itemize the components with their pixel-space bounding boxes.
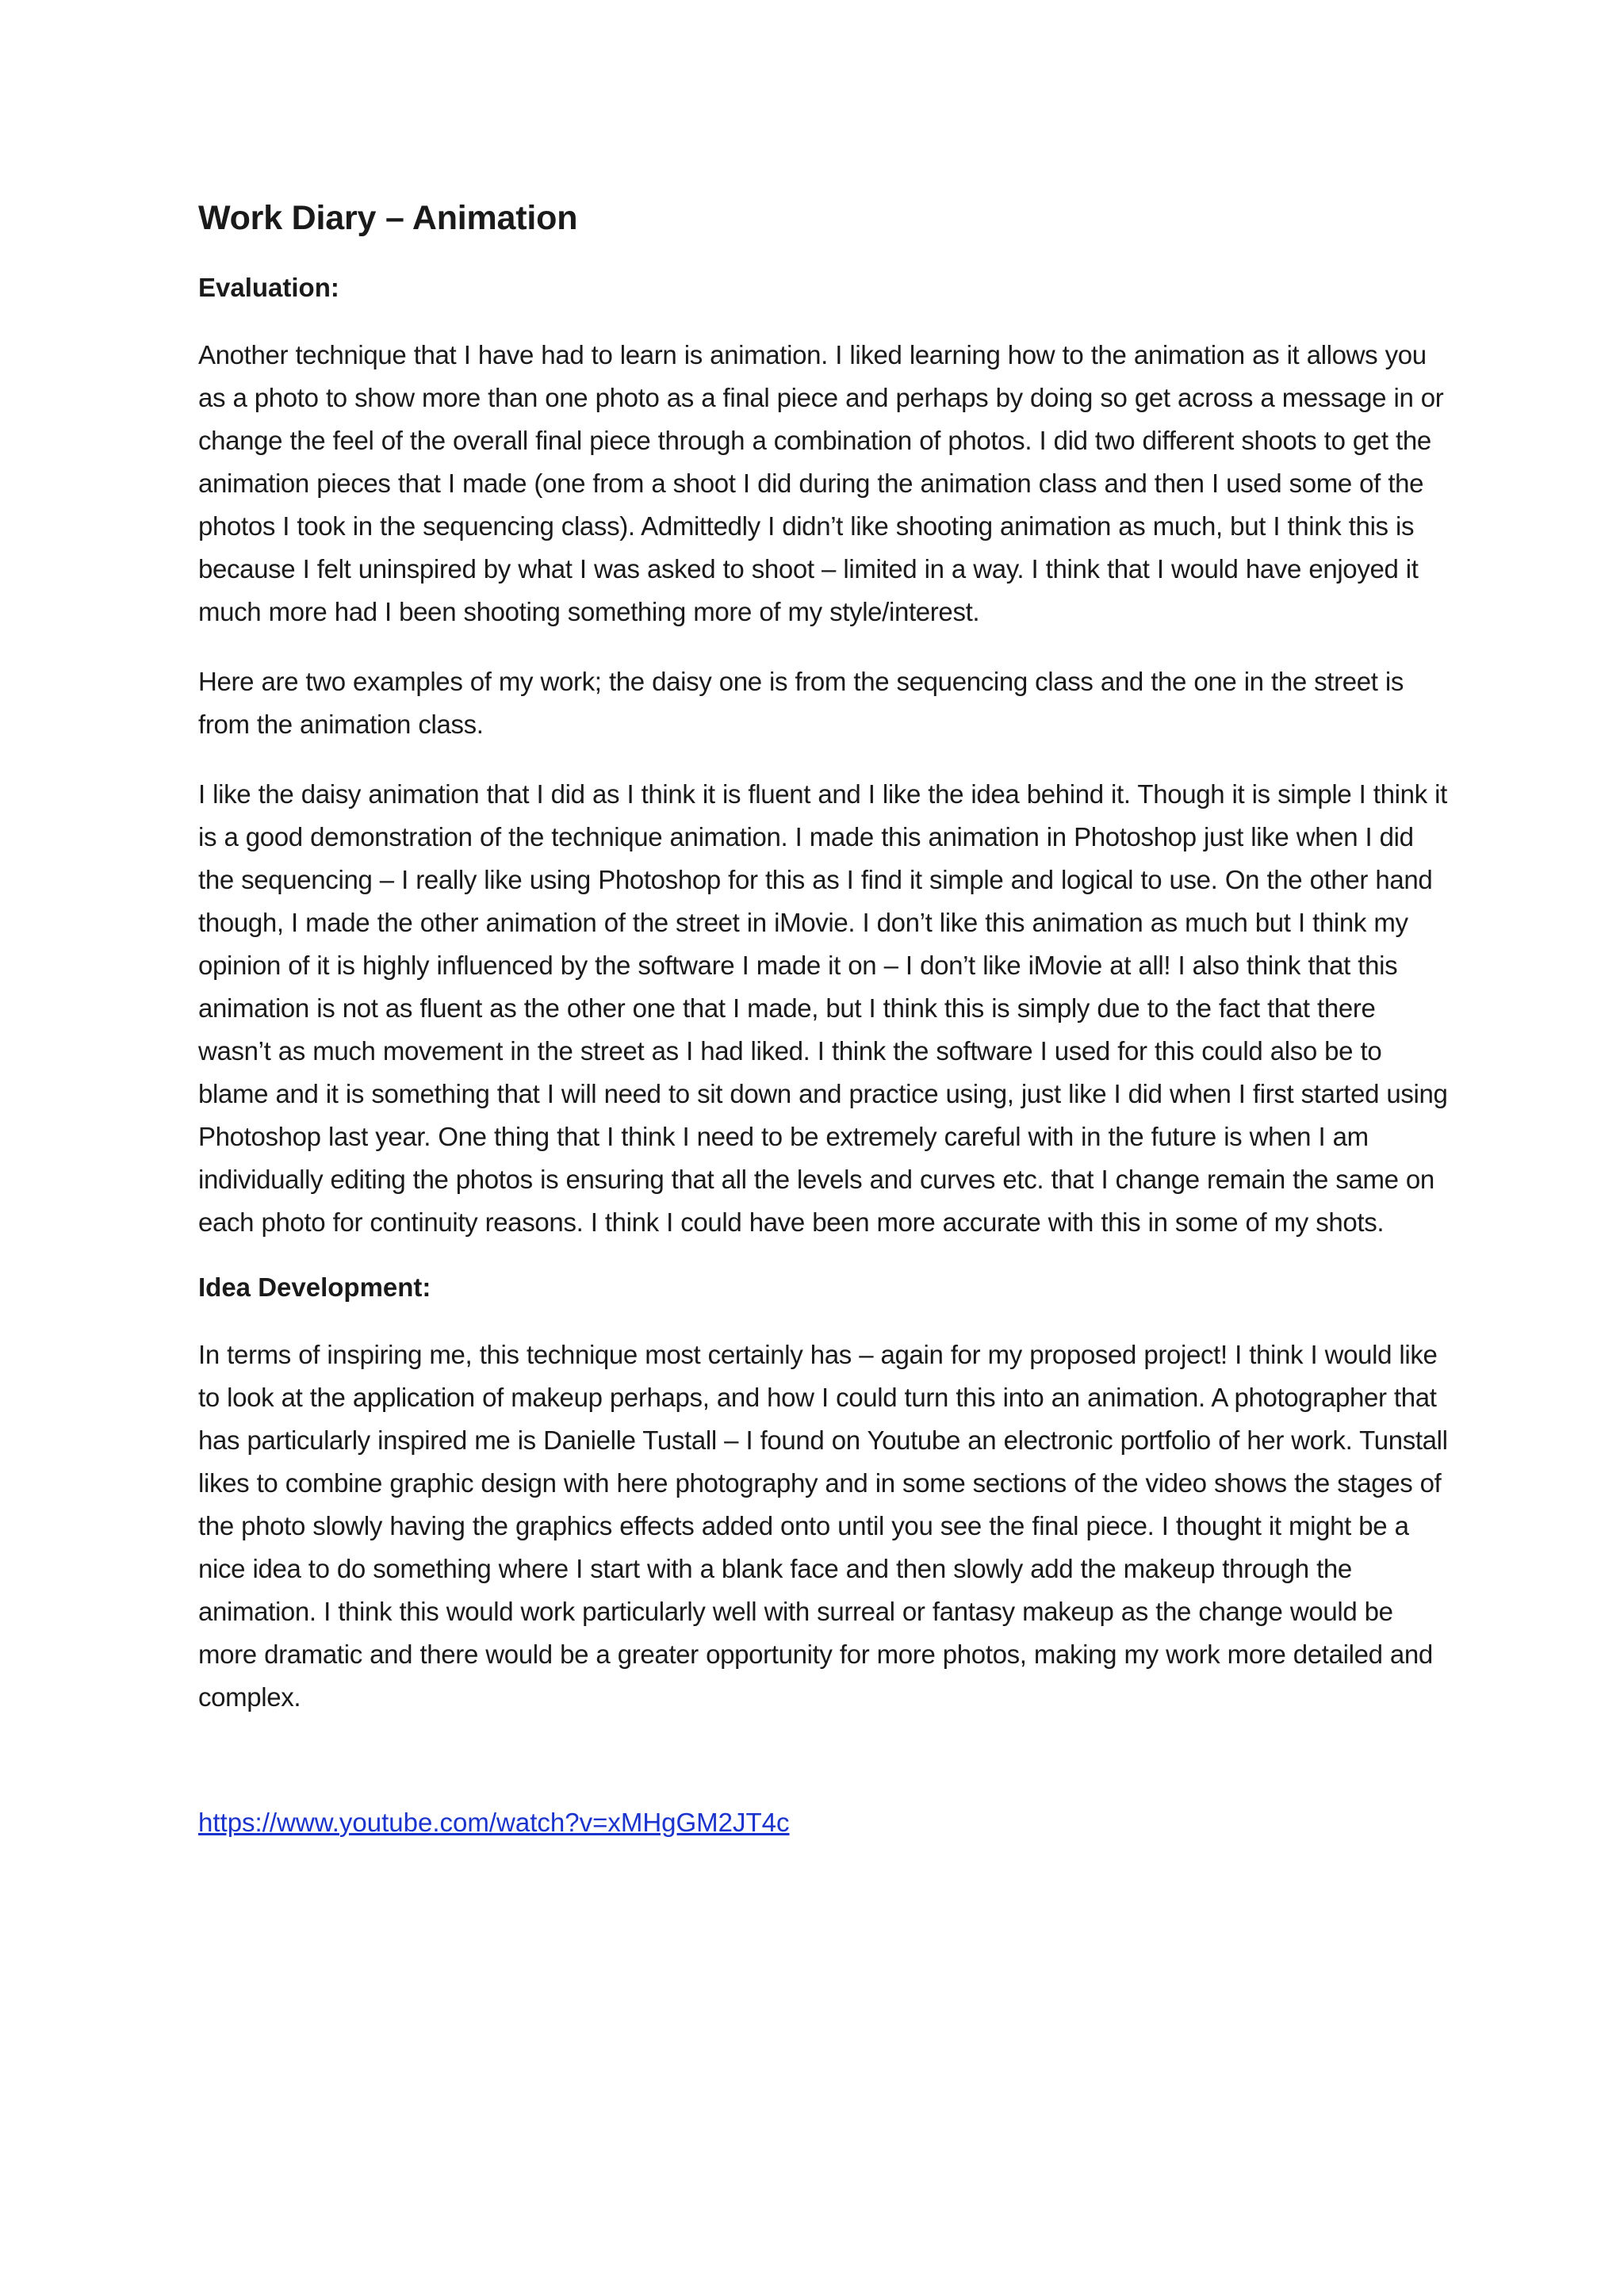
link-container	[198, 1801, 1451, 1844]
evaluation-heading: Evaluation:	[198, 272, 339, 302]
evaluation-paragraph-3: I like the daisy animation that I did as I think it is fluent and I like the idea behind it. Though it is simple I think it is a good demonstration of the technique animation. I made this animation in Photoshop just like when I did the sequencing – I really like using Photoshop for this as I find it simple and logical to use. On the other hand though, I made the other animation of the street in iMovie. I don’t like this animation as much but I think my opinion of it is highly influenced by the software I made it on – I don’t like iMovie at all! I also think that this animation is not as fluent as the other one that I made, but I think this is simply due to the fact that there wasn’t as much movement in the street as I had liked. I think the software I used for this could also be to blame and it is something that I will need to sit down and practice using, just like I did when I first started using Photoshop last year. One thing that I think I need to be extremely careful with in the future is when I am individually editing the photos is ensuring that all the levels and curves etc. that I change remain the same on each photo for continuity reasons. I think I could have been more accurate with this in some of my shots.	[198, 779, 1448, 1237]
youtube-link[interactable]: https://www.youtube.com/watch?v=xMHgGM2JT4c	[198, 1807, 790, 1837]
page-title: Work Diary – Animation	[198, 199, 578, 237]
evaluation-paragraph-1: Another technique that I have had to learn is animation. I liked learning how to the animation as it allows you as a photo to show more than one photo as a final piece and perhaps by doing so get across a message in or change the feel of the overall final piece through a combination of photos. I did two different shoots to get the animation pieces that I made (one from a shoot I did during the animation class and then I used some of the photos I took in the sequencing class). Admittedly I didn’t like shooting animation as much, but I think this is because I felt uninspired by what I was asked to shoot – limited in a way. I think that I would have enjoyed it much more had I been shooting something more of my style/interest.	[198, 339, 1444, 626]
document-body	[198, 197, 1451, 1844]
idea-development-heading: Idea Development:	[198, 1272, 431, 1302]
idea-development-paragraph: In terms of inspiring me, this technique most certainly has – again for my proposed project! I think I would like to look at the application of makeup perhaps, and how I could turn this into an animation. A photographer that has particularly inspired me is Danielle Tustall – I found on Youtube an electronic portfolio of her work. Tunstall likes to combine graphic design with here photography and in some sections of the video shows the stages of the photo slowly having the graphics effects added onto until you see the final piece. I thought it might be a nice idea to do something where I start with a blank face and then slowly add the makeup through the animation. I think this would work particularly well with surreal or fantasy makeup as the change would be more dramatic and there would be a greater opportunity for more photos, making my work more detailed and complex.	[198, 1339, 1448, 1712]
evaluation-paragraph-2: Here are two examples of my work; the daisy one is from the sequencing class and the one in the street is from the animation class.	[198, 666, 1404, 739]
